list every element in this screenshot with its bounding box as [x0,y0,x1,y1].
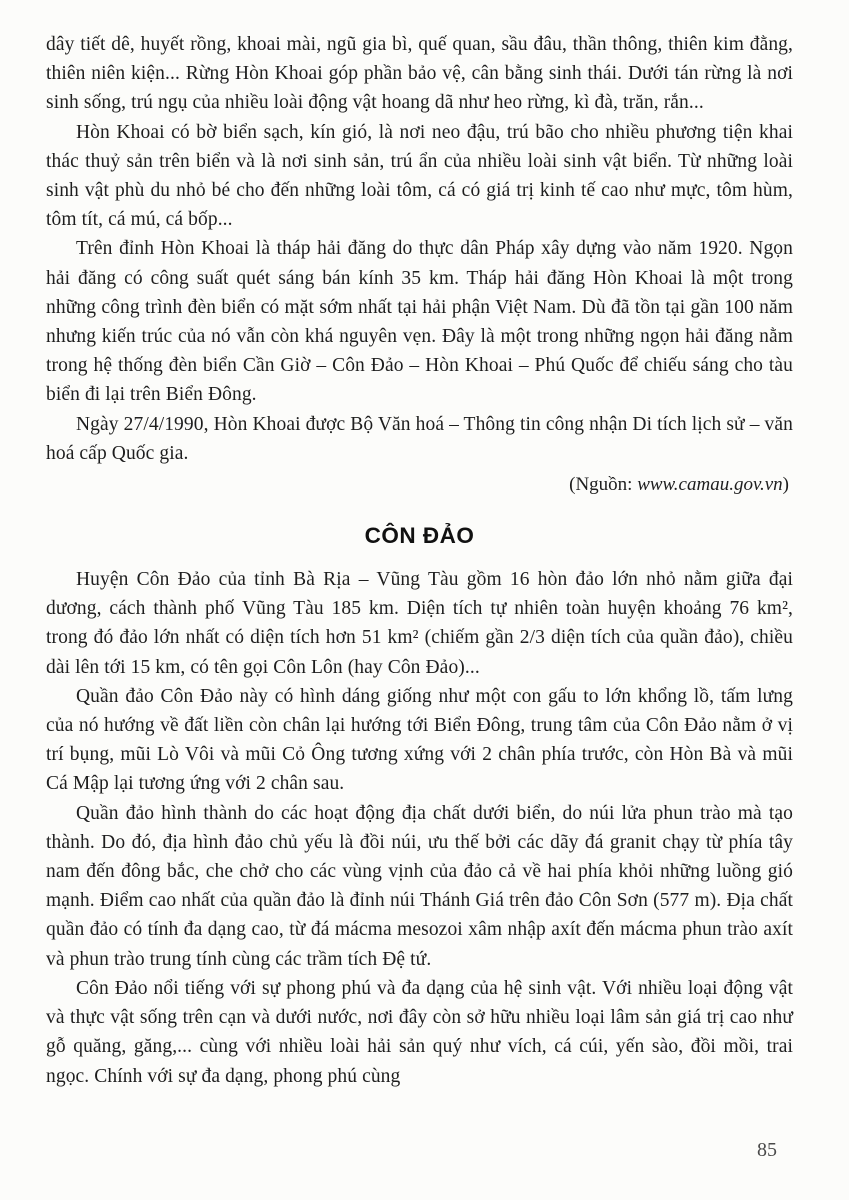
section-heading-condao: CÔN ĐẢO [364,523,475,549]
paragraph-honkhoai-coast: Hòn Khoai có bờ biển sạch, kín gió, là nơi neo đậu, trú bão cho nhiều phương tiện khai thác thuỷ sản trên biển và là nơi sinh sản, trú ẩn của nhiều loài sinh vật biển. Từ những loài sinh vật phù du nhỏ bé cho đến những loài tôm, cá có giá trị kinh tế cao như mực, tôm hùm, tôm tít, cá mú, cá bốp... [46,121,793,231]
paragraph-honkhoai-heritage: Ngày 27/4/1990, Hòn Khoai được Bộ Văn hoá – Thông tin công nhận Di tích lịch sử – văn hoá cấp Quốc gia. [46,413,793,464]
paragraph-honkhoai-lighthouse: Trên đỉnh Hòn Khoai là tháp hải đăng do thực dân Pháp xây dựng vào năm 1920. Ngọn hải đăng có công suất quét sáng bán kính 35 km. Tháp hải đăng Hòn Khoai là một trong những công trình đèn biển có mặt sớm nhất tại hải phận Việt Nam. Dù đã tồn tại gần 100 năm nhưng kiến trúc của nó vẫn còn khá nguyên vẹn. Đây là một trong những ngọn hải đăng nằm trong hệ thống đèn biển Cần Giờ – Côn Đảo – Hòn Khoai – Phú Quốc để chiếu sáng cho tàu biển đi lại trên Biển Đông. [46,238,793,406]
source-attribution [46,471,789,499]
paragraph-condao-biodiversity: Côn Đảo nổi tiếng với sự phong phú và đa dạng của hệ sinh vật. Với nhiều loại động vật và thực vật sống trên cạn và dưới nước, nơi đây còn sở hữu nhiều loại lâm sản giá trị cao như gỗ quăng, găng,... cùng với nhiều loài hải sản quý như vích, cá cúi, yến sào, đồi mồi, trai ngọc. Chính với sự đa dạng, phong phú cùng [46,977,793,1087]
source-prefix: (Nguồn: [569,474,638,496]
source-suffix: ) [782,474,789,496]
paragraph-condao-shape: Quần đảo Côn Đảo này có hình dáng giống như một con gấu to lớn khổng lồ, tấm lưng của nó hướng về đất liền còn chân lại hướng tới Biển Đông, trung tâm của Côn Đảo nằm ở vị trí bụng, mũi Lò Vôi và mũi Cỏ Ông tương xứng với 2 chân phía trước, còn Hòn Bà và mũi Cá Mập lại tương ứng với 2 chân sau. [46,685,793,795]
text-content [46,30,793,1091]
paragraph-honkhoai-continuation: dây tiết dê, huyết rồng, khoai mài, ngũ gia bì, quế quan, sầu đâu, thần thông, thiên kim đằng, thiên niên kiện... Rừng Hòn Khoai góp phần bảo vệ, cân bằng sinh thái. Dưới tán rừng là nơi sinh sống, trú ngụ của nhiều loài động vật hoang dã như heo rừng, kì đà, trăn, rắn... [46,34,793,114]
source-url: www.camau.gov.vn [637,474,783,496]
paragraph-condao-geology: Quần đảo hình thành do các hoạt động địa chất dưới biển, do núi lửa phun trào mà tạo thành. Do đó, địa hình đảo chủ yếu là đồi núi, ưu thế bởi các dãy đá granit chạy từ phía tây nam đến đông bắc, che chở cho các vùng vịnh của đảo cả về hai phía khỏi những luồng gió mạnh. Điểm cao nhất của quần đảo là đỉnh núi Thánh Giá trên đảo Côn Sơn (577 m). Địa chất quần đảo có tính đa dạng cao, từ đá mácma mesozoi xâm nhập axít đến mácma phun trào axít và phun trào trung tính cùng các trầm tích Đệ tứ. [46,802,793,970]
paragraph-condao-overview: Huyện Côn Đảo của tỉnh Bà Rịa – Vũng Tàu gồm 16 hòn đảo lớn nhỏ nằm giữa đại dương, cách thành phố Vũng Tàu 185 km. Diện tích tự nhiên toàn huyện khoảng 76 km², trong đó đảo lớn nhất có diện tích hơn 51 km² (chiếm gần 2/3 diện tích của quần đảo), chiều dài lên tới 15 km, có tên gọi Côn Lôn (hay Côn Đảo)... [46,569,793,678]
page-number: 85 [757,1139,777,1161]
